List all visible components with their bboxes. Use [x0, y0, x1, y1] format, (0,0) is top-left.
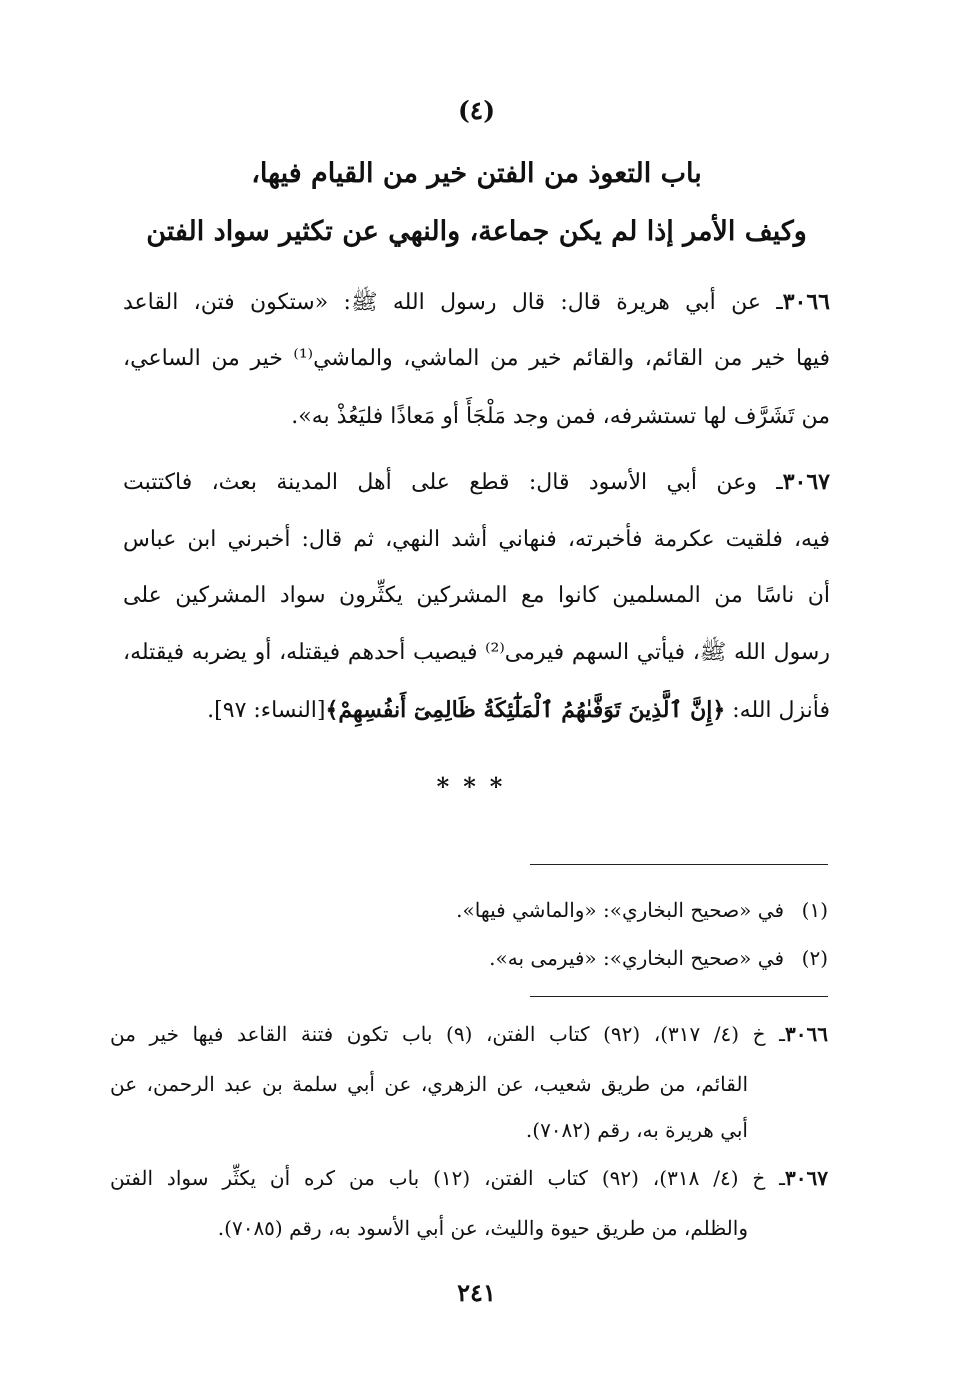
quran-verse: ﴿إِنَّ ٱلَّذِينَ تَوَفَّىٰهُمُ ٱلْمَلَٰٓئِكَةُ ظَالِمِىٓ أَنفُسِهِمْ﴾ [325, 697, 726, 723]
footnote-number: (١) [801, 898, 828, 922]
page-number: ٢٤١ [457, 1278, 496, 1307]
source-3066-line-1 [110, 1014, 828, 1054]
footnote-text: في «صحيح البخاري»: «فيرمى به». [489, 946, 784, 970]
hadith-3067-line-2: فيه، فلقيت عكرمة فأخبرته، فنهاني أشد النهي، ثم قال: أخبرني ابن عباس [123, 527, 830, 552]
footnote-text: في «صحيح البخاري»: «والماشي فيها». [456, 898, 784, 922]
footnote-divider [530, 864, 828, 865]
chapter-title-line-1: باب التعوذ من الفتن خير من القيام فيها، [251, 158, 702, 189]
hadith-text: فأنزل الله: [732, 698, 830, 723]
hadith-3067-line-1 [123, 462, 830, 502]
hadith-text: ـ وعن أبي الأسود قال: قطع على أهل المدينة بعث، فاكتتبت [123, 470, 783, 495]
hadith-text: ـ عن أبي هريرة قال: قال رسول الله ﷺ: «ستكون فتن، القاعد [123, 290, 783, 315]
source-3066-line-2: القائم، من طريق شعيب، عن الزهري، عن أبي سلمة بن عبد الرحمن، عن [110, 1072, 748, 1096]
source-3067-line-2: والظلم، من طريق حيوة والليث، عن أبي الأسود به، رقم (٧٠٨٥). [217, 1216, 748, 1240]
hadith-3067-line-3: أن ناسًا من المسلمين كانوا مع المشركين يكثِّرون سواد المشركين على [123, 583, 830, 608]
hadith-number: ٣٠٦٧ [782, 469, 830, 495]
footnote-2 [123, 940, 828, 976]
hadith-3067-line-4: رسول الله ﷺ، فيأتي السهم فيرمى⁽²⁾ فيصيب أحدهم فيقتله، أو يضربه فيقتله، [123, 640, 830, 665]
hadith-3066-line-3: من تَشَرَّف لها تستشرفه، فمن وجد مَلْجَأً أو مَعاذًا فليَعُذْ به». [291, 404, 830, 429]
footnote-1 [123, 892, 828, 928]
hadith-3067-line-5 [123, 690, 830, 730]
hadith-number: ٣٠٦٦ [782, 289, 830, 315]
footnote-number: (٢) [801, 946, 828, 970]
source-text: ـ خ (٤/ ٣١٨)، (٩٢) كتاب الفتن، (١٢) باب من كره أن يكثِّر سواد الفتن [110, 1166, 786, 1190]
hadith-3066-line-1 [123, 282, 830, 322]
chapter-number: (٤) [457, 96, 496, 125]
source-number: ٣٠٦٧ [785, 1166, 828, 1190]
sources-divider [530, 996, 828, 997]
source-text: ـ خ (٤/ ٣١٧)، (٩٢) كتاب الفتن، (٩) باب تكون فتنة القاعد فيها خير من [110, 1022, 786, 1046]
quran-reference: [النساء: ٩٧]. [207, 698, 326, 723]
source-3066-line-3: أبي هريرة به، رقم (٧٠٨٢). [525, 1118, 748, 1142]
chapter-title-line-2: وكيف الأمر إذا لم يكن جماعة، والنهي عن تكثير سواد الفتن [146, 216, 807, 247]
hadith-3066-line-2: فيها خير من القائم، والقائم خير من الماشي، والماشي⁽¹⁾ خير من الساعي، [123, 346, 830, 371]
source-number: ٣٠٦٦ [785, 1022, 828, 1046]
source-3067-line-1 [110, 1158, 828, 1198]
section-separator: *** [436, 772, 517, 801]
